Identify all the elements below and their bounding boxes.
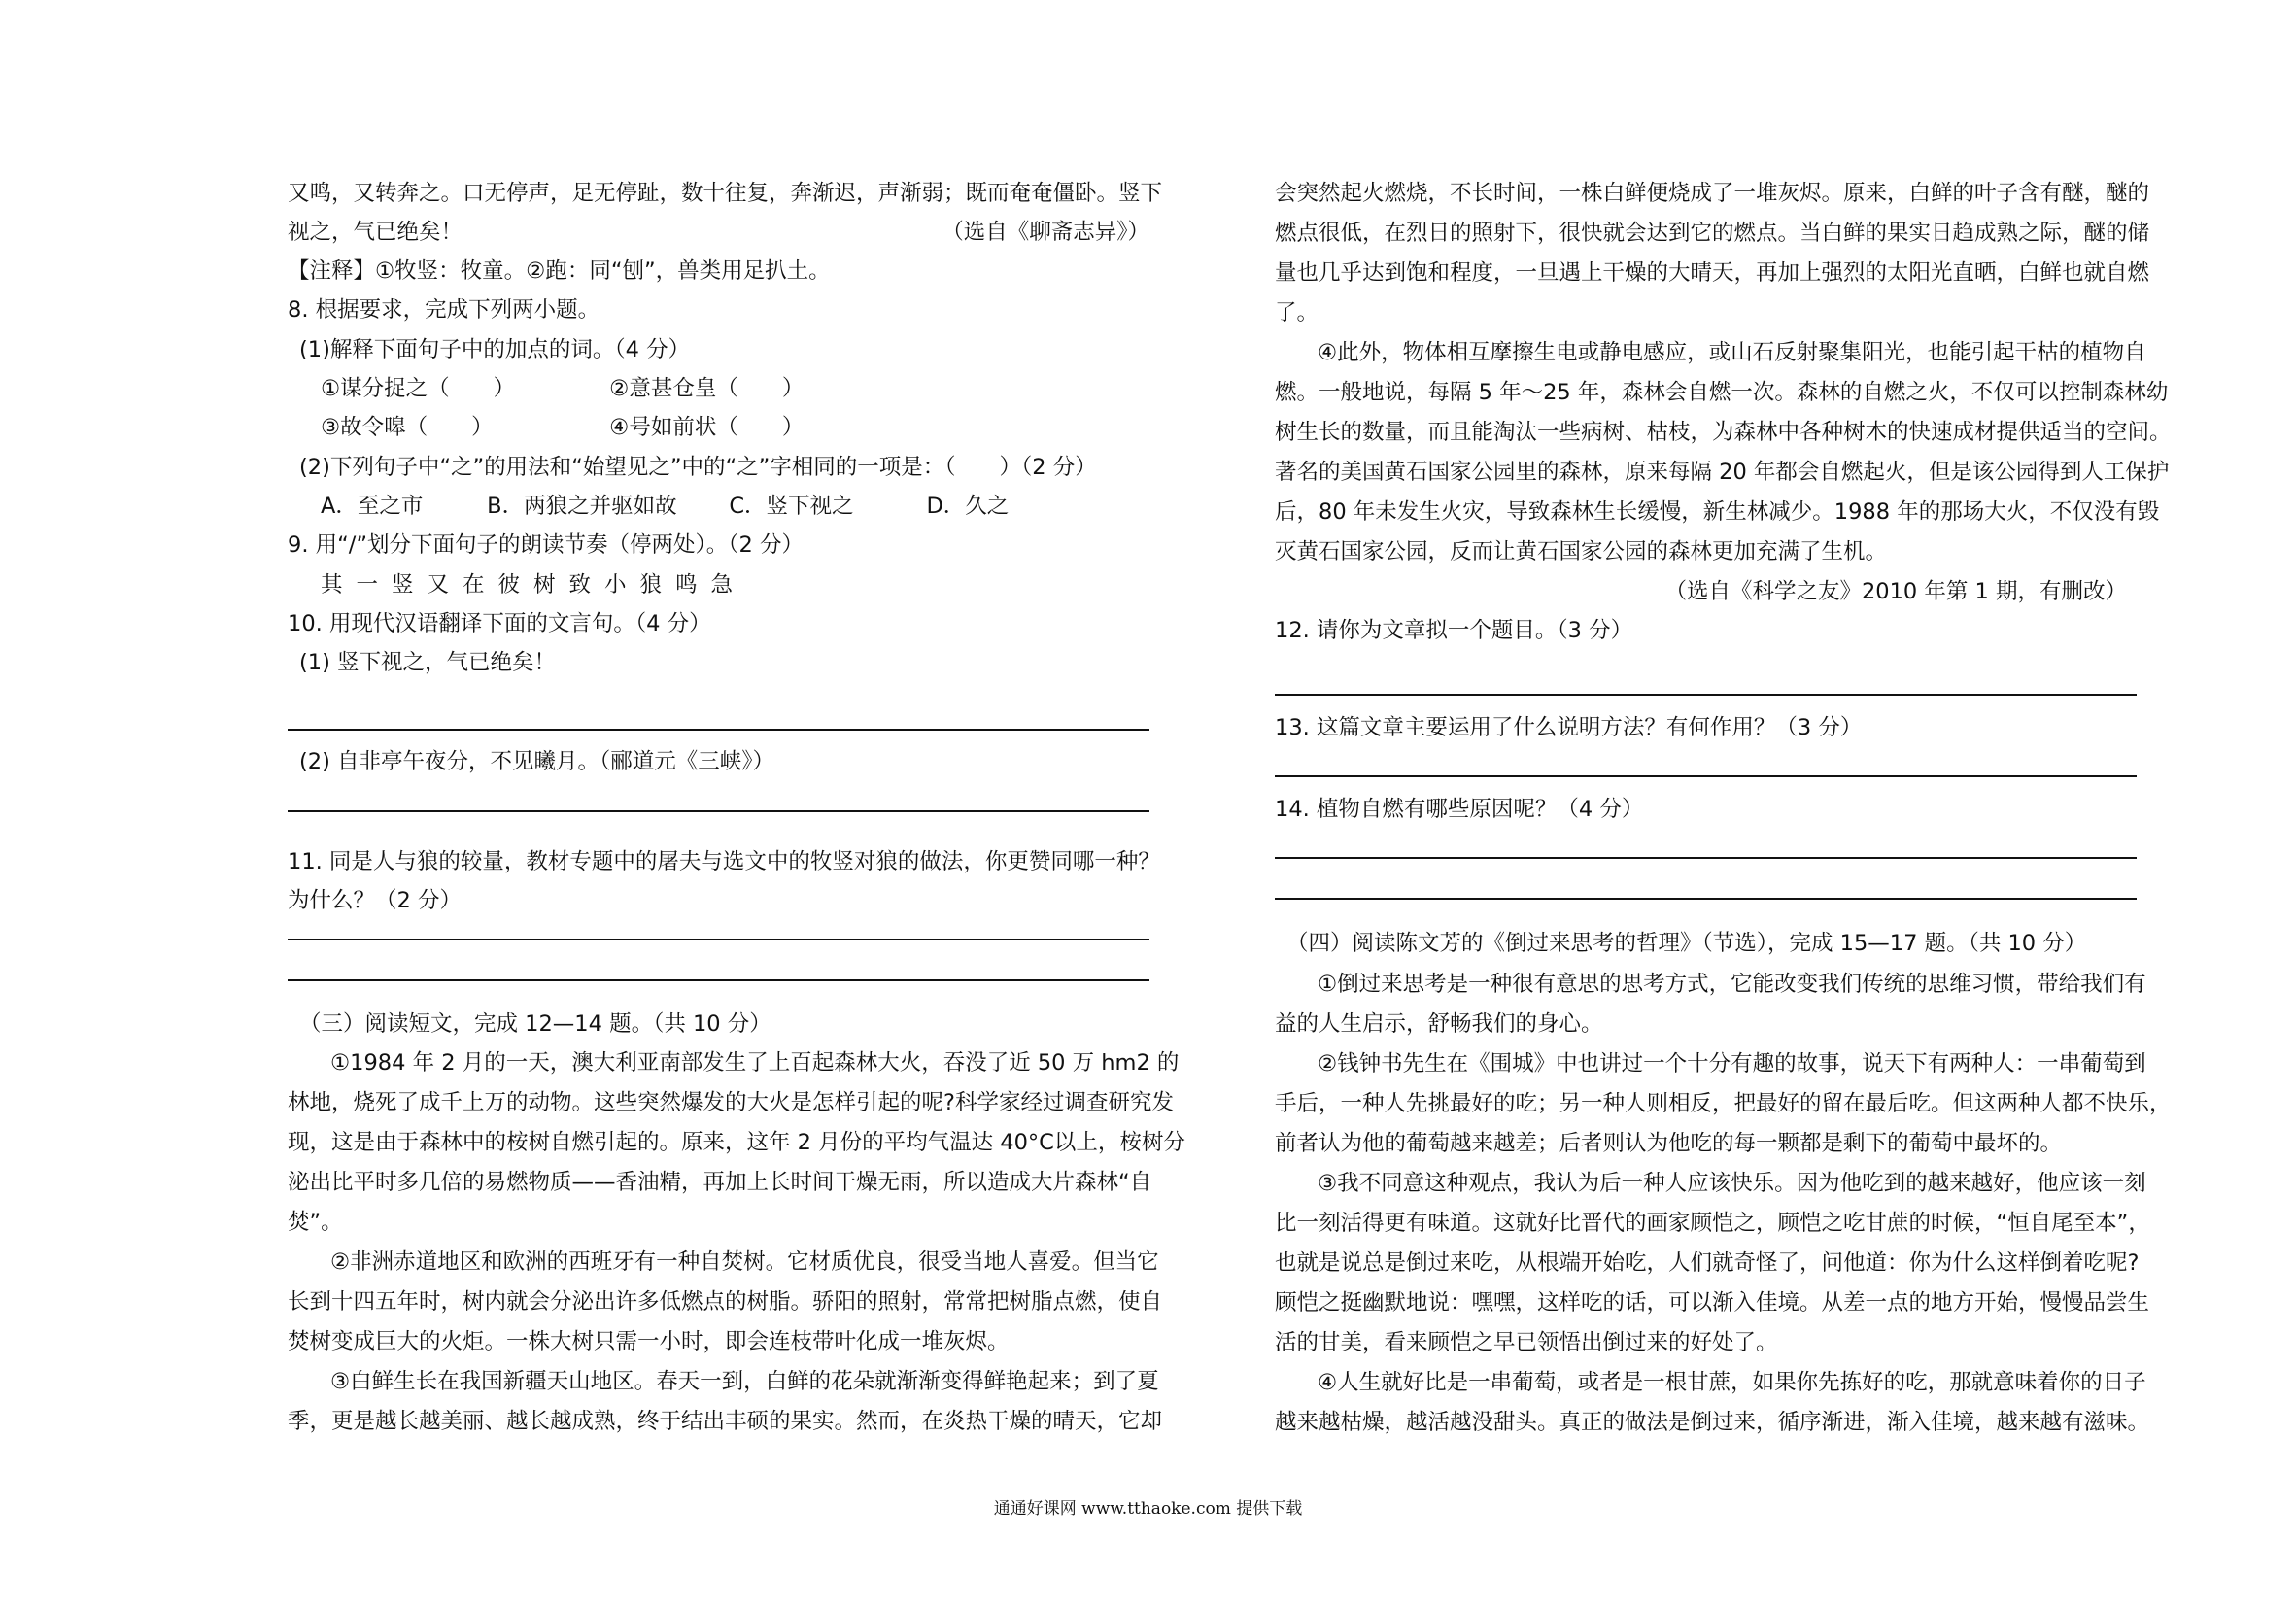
text-line: ④人生就好比是一串葡萄，或者是一根甘蔗，如果你先拣好的吃，那就意味着你的日子 — [1318, 1370, 2146, 1395]
annotation: 【注释】①牧竖：牧童。②跑：同“刨”，兽类用足扒土。 — [288, 258, 831, 284]
question-8-1-row — [288, 409, 1149, 446]
question-13: 13. 这篇文章主要运用了什么说明方法？有何作用？（3 分） — [1275, 715, 1863, 740]
option-a: A．至之市 — [321, 494, 424, 519]
text-line: 燃点很低，在烈日的照射下，很快就会达到它的燃点。当白鲜的果实日趋成熟之际，醚的储 — [1275, 221, 2150, 246]
question-10-1: (1) 竖下视之，气已绝矣！ — [299, 650, 557, 675]
text-line: 益的人生启示，舒畅我们的身心。 — [1275, 1011, 1603, 1037]
text-line: 季，更是越长越美丽、越长越成熟，终于结出丰硕的果实。然而，在炎热干燥的晴天，它却 — [288, 1409, 1163, 1434]
question-8-2: (2)下列句子中“之”的用法和“始望见之”中的“之”字相同的一项是：（ ）（2 分） — [299, 455, 1097, 480]
option-c: C．竖下视之 — [729, 494, 854, 519]
option-d: D．久之 — [926, 494, 1010, 519]
option-b: B．两狼之并驱如故 — [487, 494, 677, 519]
passage-source: （选自《聊斋志异》） — [942, 220, 1149, 245]
text-line: ③我不同意这种观点，我认为后一种人应该快乐。因为他吃到的越来越好，他应该一刻 — [1318, 1171, 2146, 1196]
question-8-2-options — [288, 488, 1149, 525]
question-10: 10. 用现代汉语翻译下面的文言句。（4 分） — [288, 611, 711, 636]
answer-line[interactable] — [288, 979, 1149, 981]
blank-item: ④号如前状（ ） — [609, 415, 805, 440]
text-line: 长到十四五年时，树内就会分泌出许多低燃点的树脂。骄阳的照射，常常把树脂点燃，使自 — [288, 1289, 1163, 1315]
text-line: 泌出比平时多几倍的易燃物质——香油精，再加上长时间干燥无雨，所以造成大片森林“自 — [288, 1170, 1152, 1195]
passage-source: （选自《科学之友》2010 年第 1 期，有删改） — [1664, 579, 2127, 604]
text-line: 现，这是由于森林中的桉树自燃引起的。原来，这年 2 月份的平均气温达 40°C以上，桉树分 — [288, 1130, 1185, 1155]
text-line: ③白鲜生长在我国新疆天山地区。春天一到，白鲜的花朵就渐渐变得鲜艳起来；到了夏 — [330, 1369, 1159, 1394]
section-3-header: （三）阅读短文，完成 12—14 题。（共 10 分） — [299, 1011, 771, 1037]
blank-item: ②意甚仓皇（ ） — [609, 376, 805, 401]
question-11-cont: 为什么？（2 分） — [288, 888, 462, 913]
answer-line[interactable] — [1275, 775, 2137, 777]
question-10-2: (2) 自非亭午夜分，不见曦月。（郦道元《三峡》） — [299, 749, 775, 774]
text-line: 燃。一般地说，每隔 5 年～25 年，森林会自燃一次。森林的自燃之火，不仅可以控制森林幼 — [1275, 380, 2169, 405]
text-line: ②钱钟书先生在《围城》中也讲过一个十分有趣的故事，说天下有两种人：一串葡萄到 — [1318, 1051, 2146, 1077]
passage-line-text: 视之，气已绝矣！ — [288, 220, 463, 245]
question-14: 14. 植物自燃有哪些原因呢？（4 分） — [1275, 797, 1644, 822]
question-8: 8. 根据要求，完成下列两小题。 — [288, 297, 600, 323]
text-line: 越来越枯燥，越活越没甜头。真正的做法是倒过来，循序渐进，渐入佳境，越来越有滋味。 — [1275, 1410, 2150, 1435]
answer-line[interactable] — [1275, 898, 2137, 900]
section-4-header: （四）阅读陈文芳的《倒过来思考的哲理》（节选），完成 15—17 题。（共 10 分） — [1286, 931, 2087, 956]
answer-line[interactable] — [1275, 694, 2137, 696]
text-line: ②非洲赤道地区和欧洲的西班牙有一种自焚树。它材质优良，很受当地人喜爱。但当它 — [330, 1249, 1159, 1275]
question-8-1-row — [288, 370, 1149, 407]
text-line: 比一刻活得更有味道。这就好比晋代的画家顾恺之，顾恺之吃甘蔗的时候，“恒自尾至本”， — [1275, 1211, 2150, 1236]
question-9: 9. 用“/”划分下面句子的朗读节奏（停两处）。（2 分） — [288, 532, 804, 558]
text-line: 手后，一种人先挑最好的吃；另一种人则相反，把最好的留在最后吃。但这两种人都不快乐， — [1275, 1091, 2172, 1116]
text-line: 量也几乎达到饱和程度，一旦遇上干燥的大晴天，再加上强烈的太阳光直晒，白鲜也就自燃 — [1275, 260, 2150, 286]
text-line: 焚树变成巨大的火炬。一株大树只需一小时，即会连枝带叶化成一堆灰烬。 — [288, 1329, 1010, 1354]
passage-line — [288, 214, 1149, 251]
blank-item: ①谋分捉之（ ） — [321, 376, 516, 401]
text-line: 后，80 年未发生火灾，导致森林生长缓慢，新生林减少。1988 年的那场大火，不仅没有毁 — [1275, 499, 2160, 525]
answer-line[interactable] — [288, 729, 1149, 731]
text-line: 顾恺之挺幽默地说：嘿嘿，这样吃的话，可以渐入佳境。从差一点的地方开始，慢慢品尝生 — [1275, 1290, 2150, 1316]
text-line: 树生长的数量，而且能淘汰一些病树、枯枝，为森林中各种树木的快速成材提供适当的空间。 — [1275, 420, 2172, 445]
text-line: ④此外，物体相互摩擦生电或静电感应，或山石反射聚集阳光，也能引起干枯的植物自 — [1318, 340, 2146, 365]
text-line: ①倒过来思考是一种很有意思的思考方式，它能改变我们传统的思维习惯，带给我们有 — [1318, 972, 2146, 997]
text-line: ①1984 年 2 月的一天，澳大利亚南部发生了上百起森林大火，吞没了近 50 万 hm2 的 — [330, 1050, 1180, 1076]
text-line: 了。 — [1275, 300, 1319, 325]
answer-line[interactable] — [288, 810, 1149, 812]
page-footer: 通通好课网 www.tthaoke.com 提供下载 — [993, 1499, 1303, 1519]
blank-item: ③故令嗥（ ） — [321, 415, 494, 440]
text-line: 焚”。 — [288, 1210, 343, 1235]
text-line: 前者认为他的葡萄越来越差；后者则认为他吃的每一颗都是剩下的葡萄中最坏的。 — [1275, 1131, 2063, 1156]
text-line: 著名的美国黄石国家公园里的森林，原来每隔 20 年都会自燃起火，但是该公园得到人工保护 — [1275, 460, 2170, 485]
answer-line[interactable] — [1275, 857, 2137, 859]
question-8-1: (1)解释下面句子中的加点的词。（4 分） — [299, 337, 691, 362]
text-line: 会突然起火燃烧，不长时间，一株白鲜便烧成了一堆灰烬。原来，白鲜的叶子含有醚，醚的 — [1275, 181, 2150, 206]
question-12: 12. 请你为文章拟一个题目。（3 分） — [1275, 618, 1633, 643]
passage-line: 又鸣，又转奔之。口无停声，足无停趾，数十往复，奔渐迟，声渐弱；既而奄奄僵卧。竖下 — [288, 181, 1163, 206]
text-line: 灭黄石国家公园，反而让黄石国家公园的森林更加充满了生机。 — [1275, 539, 1888, 564]
question-11: 11. 同是人与狼的较量，教材专题中的屠夫与选文中的牧竖对狼的做法，你更赞同哪一种？ — [288, 849, 1160, 874]
question-9-sentence: 其一竖又在彼树致小狼鸣急 — [321, 572, 747, 598]
text-line: 活的甘美，看来顾恺之早已领悟出倒过来的好处了。 — [1275, 1330, 1778, 1355]
answer-line[interactable] — [288, 939, 1149, 940]
text-line: 林地，烧死了成千上万的动物。这些突然爆发的大火是怎样引起的呢?科学家经过调查研究发 — [288, 1090, 1174, 1115]
text-line: 也就是说总是倒过来吃，从根端开始吃，人们就奇怪了，问他道：你为什么这样倒着吃呢? — [1275, 1250, 2140, 1276]
